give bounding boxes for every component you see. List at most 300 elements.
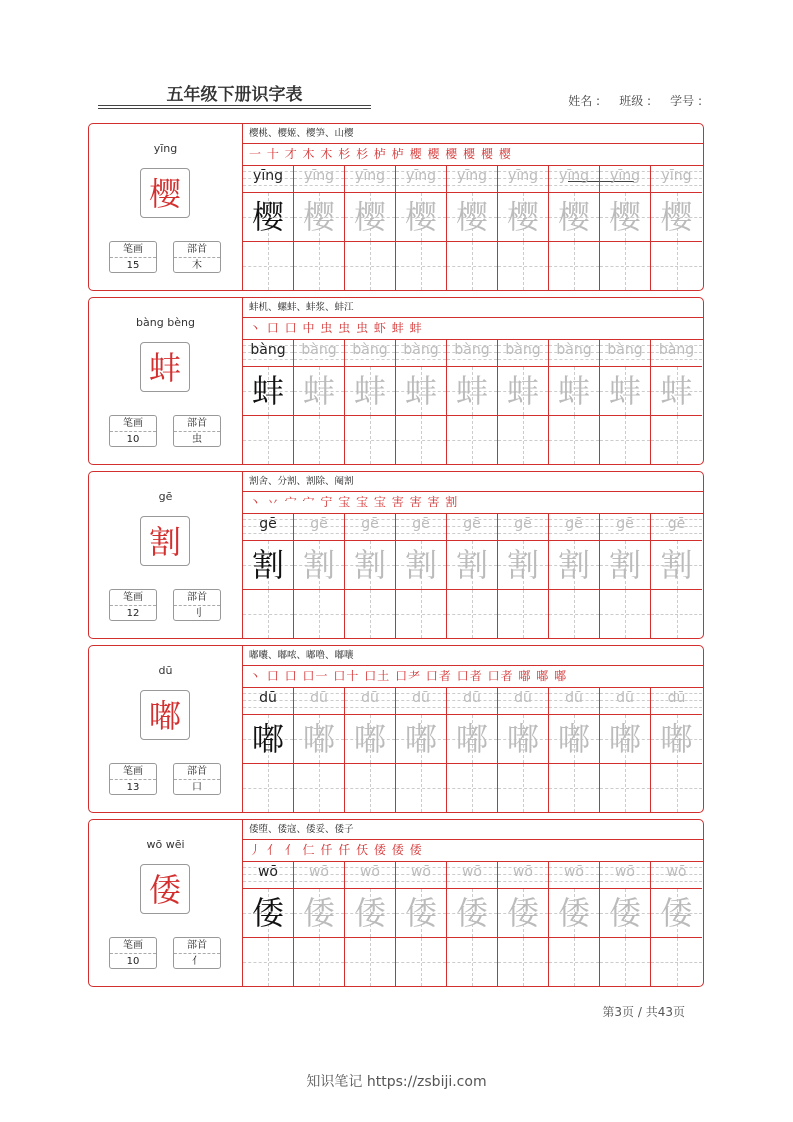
practice-cell[interactable] bbox=[243, 513, 294, 638]
practice-cell[interactable] bbox=[294, 687, 345, 812]
stroke-count-label: 笔画 bbox=[110, 590, 156, 606]
practice-cell[interactable] bbox=[396, 513, 447, 638]
practice-cell[interactable] bbox=[549, 687, 600, 812]
stroke-step: 口 bbox=[284, 669, 298, 683]
write-box[interactable] bbox=[345, 938, 395, 986]
trace-box bbox=[396, 192, 446, 242]
title-underline-2 bbox=[98, 108, 371, 109]
write-box[interactable] bbox=[396, 416, 446, 464]
trace-box bbox=[345, 714, 395, 764]
row-pinyin: dū bbox=[412, 690, 430, 706]
pinyin-lines bbox=[498, 513, 548, 540]
stroke-step: 丷 bbox=[266, 495, 280, 509]
write-box[interactable] bbox=[600, 938, 650, 986]
practice-cell[interactable] bbox=[345, 687, 396, 812]
write-box[interactable] bbox=[243, 938, 293, 986]
pinyin-lines bbox=[294, 513, 344, 540]
write-box[interactable] bbox=[447, 764, 497, 812]
character-card bbox=[88, 297, 704, 465]
radical-box bbox=[173, 589, 221, 621]
write-box[interactable] bbox=[243, 416, 293, 464]
row-pinyin: gē bbox=[463, 516, 481, 532]
trace-box bbox=[396, 888, 446, 938]
practice-cell[interactable] bbox=[498, 687, 549, 812]
stroke-step: 虫 bbox=[356, 321, 370, 335]
write-box[interactable] bbox=[600, 242, 650, 290]
practice-panel bbox=[243, 298, 703, 464]
stroke-order bbox=[243, 317, 703, 340]
practice-grid bbox=[243, 513, 703, 638]
row-pinyin: gē bbox=[667, 516, 686, 532]
trace-char: 倭 bbox=[404, 894, 437, 932]
stroke-count-box bbox=[109, 763, 157, 795]
practice-cell[interactable] bbox=[294, 339, 345, 464]
write-box[interactable] bbox=[345, 416, 395, 464]
row-pinyin: bàng bbox=[505, 342, 541, 358]
stroke-step: 蚌 bbox=[391, 321, 405, 335]
stroke-step: 杉 bbox=[338, 147, 352, 161]
trace-char: 嘟 bbox=[506, 720, 539, 758]
pinyin-lines bbox=[600, 861, 650, 888]
trace-char: 倭 bbox=[251, 894, 284, 932]
practice-cell[interactable] bbox=[447, 513, 498, 638]
write-box[interactable] bbox=[651, 242, 702, 290]
pinyin-lines bbox=[243, 861, 293, 888]
trace-char: 樱 bbox=[608, 198, 641, 236]
practice-cell[interactable] bbox=[600, 513, 651, 638]
example-words: 割舍、分割、割除、阉割 bbox=[243, 472, 703, 492]
write-box[interactable] bbox=[294, 938, 344, 986]
pinyin-lines bbox=[345, 513, 395, 540]
write-box[interactable] bbox=[651, 764, 702, 812]
trace-char: 割 bbox=[353, 546, 386, 584]
practice-cell[interactable] bbox=[600, 339, 651, 464]
row-pinyin: dū bbox=[667, 690, 686, 706]
pinyin-lines bbox=[600, 513, 650, 540]
row-pinyin: gē bbox=[616, 516, 634, 532]
trace-char: 嘟 bbox=[251, 720, 284, 758]
trace-box bbox=[243, 540, 293, 590]
char-pinyin: yīng bbox=[153, 142, 178, 155]
write-box[interactable] bbox=[447, 242, 497, 290]
pinyin-lines bbox=[396, 861, 446, 888]
practice-cell[interactable] bbox=[345, 165, 396, 290]
stroke-step: 仸 bbox=[356, 843, 370, 857]
character-card bbox=[88, 819, 704, 987]
practice-cell[interactable] bbox=[396, 165, 447, 290]
stroke-count: 10 bbox=[126, 434, 140, 445]
trace-box bbox=[345, 192, 395, 242]
trace-char: 割 bbox=[608, 546, 641, 584]
stroke-count-box bbox=[109, 589, 157, 621]
trace-char: 嘟 bbox=[660, 720, 693, 758]
trace-char: 樱 bbox=[251, 198, 284, 236]
write-box[interactable] bbox=[294, 590, 344, 638]
write-box[interactable] bbox=[549, 938, 599, 986]
practice-cell[interactable] bbox=[651, 513, 702, 638]
trace-char: 嘟 bbox=[404, 720, 437, 758]
stroke-step: 倭 bbox=[391, 843, 405, 857]
row-pinyin: yīng bbox=[457, 168, 487, 184]
char-pinyin: wō wēi bbox=[146, 838, 185, 851]
trace-box bbox=[243, 888, 293, 938]
write-box[interactable] bbox=[498, 242, 548, 290]
stroke-count: 15 bbox=[126, 260, 140, 271]
write-box[interactable] bbox=[498, 938, 548, 986]
practice-panel bbox=[243, 820, 703, 986]
trace-box bbox=[396, 366, 446, 416]
pinyin-lines bbox=[447, 687, 497, 714]
name-label: 姓名 : bbox=[568, 94, 601, 108]
write-box[interactable] bbox=[294, 242, 344, 290]
pinyin-lines bbox=[294, 687, 344, 714]
row-pinyin: bàng bbox=[556, 342, 592, 358]
trace-char: 倭 bbox=[557, 894, 590, 932]
radical: 刂 bbox=[192, 608, 202, 619]
stroke-step: 一 bbox=[249, 147, 263, 161]
pinyin-lines bbox=[345, 687, 395, 714]
row-pinyin: dū bbox=[616, 690, 634, 706]
radical-box bbox=[173, 763, 221, 795]
practice-cell[interactable] bbox=[651, 339, 702, 464]
stroke-step: 仁 bbox=[302, 843, 316, 857]
row-pinyin: yīng bbox=[610, 168, 640, 184]
stroke-step: 丶 bbox=[249, 669, 263, 683]
trace-box bbox=[651, 540, 702, 590]
write-box[interactable] bbox=[549, 416, 599, 464]
write-box[interactable] bbox=[447, 938, 497, 986]
stroke-count: 10 bbox=[126, 956, 140, 967]
trace-box bbox=[498, 888, 548, 938]
trace-char: 蚌 bbox=[608, 372, 641, 410]
write-box[interactable] bbox=[447, 590, 497, 638]
radical-box bbox=[173, 241, 221, 273]
practice-cell[interactable] bbox=[549, 513, 600, 638]
row-pinyin: dū bbox=[361, 690, 379, 706]
trace-box bbox=[600, 888, 650, 938]
pinyin-lines bbox=[396, 687, 446, 714]
trace-box bbox=[396, 714, 446, 764]
stroke-step: 嘟 bbox=[554, 669, 568, 683]
practice-cell[interactable] bbox=[396, 687, 447, 812]
title-underline bbox=[98, 105, 371, 106]
radical-label: 部首 bbox=[174, 242, 220, 258]
practice-cell[interactable] bbox=[345, 861, 396, 986]
pinyin-lines bbox=[447, 165, 497, 192]
trace-char: 割 bbox=[455, 546, 488, 584]
write-box[interactable] bbox=[294, 764, 344, 812]
char-display: 倭 bbox=[140, 864, 190, 914]
pinyin-lines bbox=[600, 687, 650, 714]
stroke-step: 才 bbox=[284, 147, 298, 161]
trace-box bbox=[549, 366, 599, 416]
row-pinyin: gē bbox=[565, 516, 583, 532]
stroke-step: 宝 bbox=[356, 495, 370, 509]
trace-box bbox=[447, 888, 497, 938]
practice-cell[interactable] bbox=[447, 861, 498, 986]
stroke-step: 口一 bbox=[302, 669, 329, 683]
character-card bbox=[88, 123, 704, 291]
stroke-step: 倭 bbox=[409, 843, 423, 857]
trace-box bbox=[294, 540, 344, 590]
write-box[interactable] bbox=[549, 590, 599, 638]
trace-box bbox=[243, 192, 293, 242]
write-box[interactable] bbox=[243, 242, 293, 290]
practice-panel bbox=[243, 124, 703, 290]
practice-cell[interactable] bbox=[294, 513, 345, 638]
row-pinyin: bàng bbox=[403, 342, 439, 358]
stroke-step: 櫻 bbox=[480, 147, 494, 161]
practice-cell[interactable] bbox=[600, 687, 651, 812]
write-box[interactable] bbox=[396, 938, 446, 986]
pinyin-lines bbox=[396, 165, 446, 192]
write-box[interactable] bbox=[549, 764, 599, 812]
stroke-step: 口耂 bbox=[395, 669, 422, 683]
trace-box bbox=[600, 540, 650, 590]
radical: 口 bbox=[192, 782, 202, 793]
write-box[interactable] bbox=[549, 242, 599, 290]
trace-box bbox=[549, 540, 599, 590]
write-box[interactable] bbox=[345, 242, 395, 290]
stroke-count-label: 笔画 bbox=[110, 938, 156, 954]
stroke-count-label: 笔画 bbox=[110, 416, 156, 432]
row-pinyin: bàng bbox=[607, 342, 643, 358]
practice-cell[interactable] bbox=[498, 165, 549, 290]
stroke-count-label: 笔画 bbox=[110, 764, 156, 780]
pinyin-lines bbox=[294, 339, 344, 366]
write-box[interactable] bbox=[294, 416, 344, 464]
stroke-step: 宝 bbox=[373, 495, 387, 509]
write-box[interactable] bbox=[396, 764, 446, 812]
practice-cell[interactable] bbox=[396, 861, 447, 986]
stroke-step: 木 bbox=[302, 147, 316, 161]
stroke-count-label: 笔画 bbox=[110, 242, 156, 258]
pinyin-lines bbox=[651, 165, 702, 192]
trace-char: 蚌 bbox=[557, 372, 590, 410]
practice-cell[interactable] bbox=[243, 339, 294, 464]
stroke-count-box bbox=[109, 415, 157, 447]
radical-label: 部首 bbox=[174, 416, 220, 432]
trace-char: 樱 bbox=[506, 198, 539, 236]
practice-cell[interactable] bbox=[345, 339, 396, 464]
practice-cell[interactable] bbox=[549, 165, 600, 290]
stroke-step: 口者 bbox=[456, 669, 483, 683]
stroke-step: 害 bbox=[409, 495, 423, 509]
practice-cell[interactable] bbox=[447, 339, 498, 464]
row-pinyin: yīng bbox=[406, 168, 436, 184]
trace-char: 倭 bbox=[506, 894, 539, 932]
practice-grid bbox=[243, 687, 703, 812]
write-box[interactable] bbox=[396, 590, 446, 638]
stroke-step: 櫻 bbox=[409, 147, 423, 161]
radical: 亻 bbox=[192, 956, 202, 967]
row-pinyin: yīng bbox=[253, 168, 283, 184]
pinyin-lines bbox=[600, 165, 650, 192]
row-pinyin: bàng bbox=[658, 342, 695, 358]
trace-char: 蚌 bbox=[455, 372, 488, 410]
stroke-step: 仟 bbox=[338, 843, 352, 857]
row-pinyin: bàng bbox=[352, 342, 388, 358]
trace-box bbox=[600, 714, 650, 764]
write-box[interactable] bbox=[651, 590, 702, 638]
stroke-step: 口者 bbox=[425, 669, 452, 683]
pinyin-lines bbox=[243, 687, 293, 714]
row-pinyin: dū bbox=[259, 690, 277, 706]
write-box[interactable] bbox=[396, 242, 446, 290]
page-header bbox=[98, 80, 702, 110]
card-info-panel bbox=[89, 646, 243, 812]
trace-box bbox=[498, 714, 548, 764]
write-box[interactable] bbox=[498, 590, 548, 638]
pinyin-lines bbox=[651, 861, 702, 888]
row-pinyin: gē bbox=[361, 516, 379, 532]
trace-char: 樱 bbox=[353, 198, 386, 236]
practice-cell[interactable] bbox=[600, 861, 651, 986]
practice-cell[interactable] bbox=[294, 861, 345, 986]
practice-cell[interactable] bbox=[498, 861, 549, 986]
stroke-step: 櫻 bbox=[463, 147, 477, 161]
trace-box bbox=[447, 714, 497, 764]
trace-box bbox=[345, 888, 395, 938]
row-pinyin: gē bbox=[412, 516, 430, 532]
row-pinyin: yīng bbox=[559, 168, 589, 184]
trace-box bbox=[447, 192, 497, 242]
stroke-step: 栌 bbox=[391, 147, 405, 161]
radical: 虫 bbox=[192, 434, 202, 445]
pinyin-lines bbox=[600, 339, 650, 366]
radical-label: 部首 bbox=[174, 938, 220, 954]
row-pinyin: dū bbox=[514, 690, 532, 706]
trace-char: 蚌 bbox=[660, 372, 693, 410]
stroke-step: 嘟 bbox=[536, 669, 550, 683]
char-display: 蚌 bbox=[140, 342, 190, 392]
practice-cell[interactable] bbox=[600, 165, 651, 290]
stroke-order bbox=[243, 665, 703, 688]
stroke-step: 虫 bbox=[320, 321, 334, 335]
row-pinyin: gē bbox=[259, 516, 277, 532]
pinyin-lines bbox=[549, 861, 599, 888]
stroke-step: 丶 bbox=[249, 495, 263, 509]
trace-char: 樱 bbox=[302, 198, 335, 236]
radical-label: 部首 bbox=[174, 590, 220, 606]
char-pinyin: gē bbox=[158, 490, 173, 503]
row-pinyin: yīng bbox=[508, 168, 538, 184]
practice-cell[interactable] bbox=[345, 513, 396, 638]
trace-char: 樱 bbox=[455, 198, 488, 236]
row-pinyin: gē bbox=[310, 516, 328, 532]
trace-char: 嘟 bbox=[608, 720, 641, 758]
write-box[interactable] bbox=[651, 416, 702, 464]
example-words: 樱桃、樱姬、樱笋、山樱 bbox=[243, 124, 703, 144]
stroke-step: 櫻 bbox=[445, 147, 459, 161]
pinyin-lines bbox=[243, 513, 293, 540]
card-info-panel bbox=[89, 472, 243, 638]
radical: 木 bbox=[192, 260, 202, 271]
trace-box bbox=[243, 366, 293, 416]
row-pinyin: gē bbox=[514, 516, 532, 532]
practice-grid bbox=[243, 165, 703, 290]
stroke-step: 丶 bbox=[249, 321, 263, 335]
practice-cell[interactable] bbox=[498, 513, 549, 638]
trace-char: 蚌 bbox=[404, 372, 437, 410]
row-pinyin: wō bbox=[666, 864, 687, 880]
trace-char: 倭 bbox=[660, 894, 693, 932]
write-box[interactable] bbox=[498, 764, 548, 812]
write-box[interactable] bbox=[447, 416, 497, 464]
number-label: 学号 : bbox=[670, 94, 702, 108]
row-pinyin: wō bbox=[308, 864, 329, 880]
trace-char: 樱 bbox=[660, 198, 693, 236]
stroke-step: 杉 bbox=[356, 147, 370, 161]
practice-cell[interactable] bbox=[447, 687, 498, 812]
practice-cell[interactable] bbox=[396, 339, 447, 464]
practice-cell[interactable] bbox=[447, 165, 498, 290]
trace-char: 蚌 bbox=[302, 372, 335, 410]
trace-char: 樱 bbox=[557, 198, 590, 236]
stroke-step: 嘟 bbox=[518, 669, 532, 683]
pinyin-lines bbox=[345, 339, 395, 366]
pinyin-lines bbox=[651, 339, 702, 366]
pinyin-lines bbox=[447, 861, 497, 888]
row-pinyin: bàng bbox=[454, 342, 490, 358]
trace-box bbox=[600, 192, 650, 242]
practice-cell[interactable] bbox=[651, 861, 702, 986]
practice-cell[interactable] bbox=[294, 165, 345, 290]
trace-box bbox=[651, 192, 702, 242]
practice-grid bbox=[243, 339, 703, 464]
write-box[interactable] bbox=[498, 416, 548, 464]
stroke-step: 虾 bbox=[373, 321, 387, 335]
radical-box bbox=[173, 937, 221, 969]
char-pinyin: dū bbox=[158, 664, 173, 677]
write-box[interactable] bbox=[345, 764, 395, 812]
stroke-step: 害 bbox=[391, 495, 405, 509]
practice-cell[interactable] bbox=[243, 687, 294, 812]
stroke-step: 倭 bbox=[373, 843, 387, 857]
write-box[interactable] bbox=[651, 938, 702, 986]
row-pinyin: wō bbox=[461, 864, 482, 880]
write-box[interactable] bbox=[600, 590, 650, 638]
pinyin-lines bbox=[396, 513, 446, 540]
trace-box bbox=[294, 366, 344, 416]
footer-watermark: 知识笔记 https://zsbiji.com bbox=[306, 1074, 487, 1090]
practice-cell[interactable] bbox=[243, 165, 294, 290]
write-box[interactable] bbox=[345, 590, 395, 638]
practice-cell[interactable] bbox=[243, 861, 294, 986]
trace-box bbox=[447, 540, 497, 590]
practice-cell[interactable] bbox=[651, 687, 702, 812]
stroke-order bbox=[243, 839, 703, 862]
trace-box bbox=[549, 888, 599, 938]
character-card bbox=[88, 645, 704, 813]
practice-panel bbox=[243, 472, 703, 638]
trace-char: 蚌 bbox=[251, 372, 284, 410]
practice-cell[interactable] bbox=[651, 165, 702, 290]
write-box[interactable] bbox=[600, 416, 650, 464]
practice-cell[interactable] bbox=[549, 861, 600, 986]
write-box[interactable] bbox=[243, 590, 293, 638]
write-box[interactable] bbox=[600, 764, 650, 812]
row-pinyin: wō bbox=[563, 864, 584, 880]
trace-char: 割 bbox=[506, 546, 539, 584]
stroke-step: 丿 bbox=[249, 843, 263, 857]
row-pinyin: dū bbox=[565, 690, 583, 706]
trace-box bbox=[294, 714, 344, 764]
practice-cell[interactable] bbox=[498, 339, 549, 464]
write-box[interactable] bbox=[243, 764, 293, 812]
practice-cell[interactable] bbox=[549, 339, 600, 464]
class-label: 班级 : bbox=[619, 94, 652, 108]
